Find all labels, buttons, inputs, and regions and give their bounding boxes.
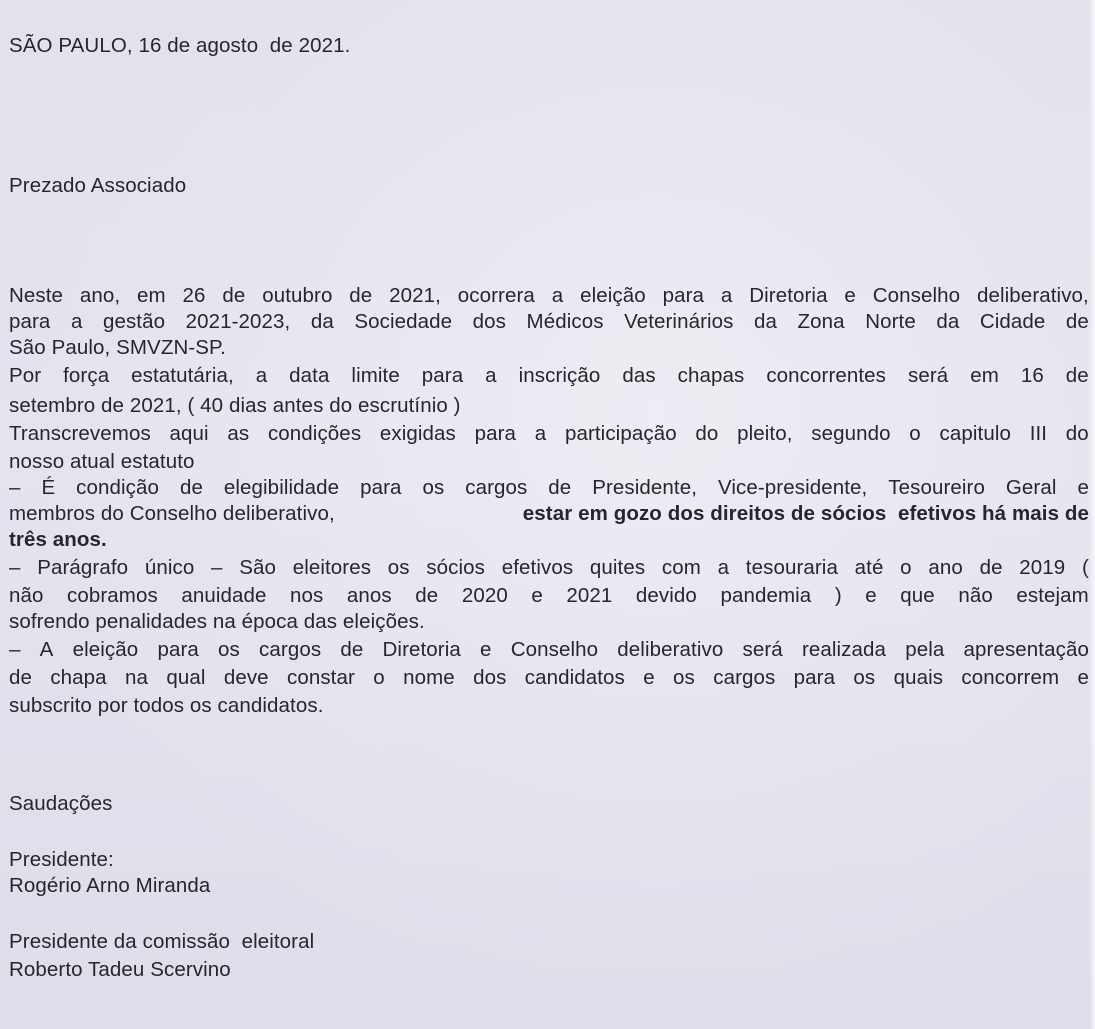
paragraph-line: de chapa na qual deve constar o nome dos candidatos e os cargos para os quais concorrem e — [9, 666, 1089, 689]
eligibility-bold-text: estar em gozo dos direitos de sócios efetivos há mais de — [522, 502, 1089, 525]
paragraph-line: subscrito por todos os candidatos. — [9, 694, 324, 717]
body-line: setembro de 2021, ( 40 dias antes do escrutínio ) — [9, 394, 461, 417]
eligibility-line — [9, 500, 1089, 528]
body-line: nosso atual estatuto — [9, 450, 195, 473]
body-line: Por força estatutária, a data limite para a inscrição das chapas concorrentes será em 16 de — [9, 364, 1089, 387]
body-line: – É condição de elegibilidade para os cargos de Presidente, Vice-presidente, Tesoureiro Geral e — [9, 476, 1089, 499]
paragraph-line: – Parágrafo único – São eleitores os sócios efetivos quites com a tesouraria até o ano de 2019 ( — [9, 556, 1089, 579]
president-title: Presidente: — [9, 848, 114, 871]
eligibility-bold-end: três anos. — [9, 528, 107, 551]
date-line: SÃO PAULO, 16 de agosto de 2021. — [9, 34, 351, 57]
paragraph-line: sofrendo penalidades na época das eleições. — [9, 610, 425, 633]
president-name: Rogério Arno Miranda — [9, 874, 211, 897]
commission-name: Roberto Tadeu Scervino — [9, 958, 231, 981]
body-line: Neste ano, em 26 de outubro de 2021, ocorrera a eleição para a Diretoria e Conselho deliberativo, — [9, 284, 1089, 307]
closing: Saudações — [9, 792, 113, 815]
paragraph-line: não cobramos anuidade nos anos de 2020 e 2021 devido pandemia ) e que não estejam — [9, 584, 1089, 607]
body-line: Transcrevemos aqui as condições exigidas para a participação do pleito, segundo o capitulo III do — [9, 422, 1089, 445]
greeting: Prezado Associado — [9, 174, 187, 197]
paragraph-line: – A eleição para os cargos de Diretoria e Conselho deliberativo será realizada pela apresentação — [9, 638, 1089, 661]
body-line: São Paulo, SMVZN-SP. — [9, 336, 226, 359]
commission-title: Presidente da comissão eleitoral — [9, 930, 315, 953]
paper-edge — [1089, 0, 1095, 1029]
eligibility-text: membros do Conselho deliberativo, — [9, 502, 335, 525]
body-line: para a gestão 2021-2023, da Sociedade dos Médicos Veterinários da Zona Norte da Cidade de — [9, 310, 1089, 333]
